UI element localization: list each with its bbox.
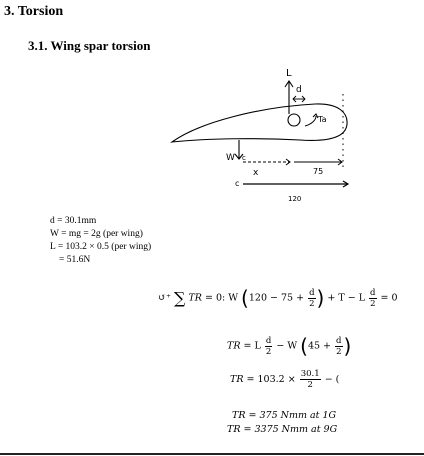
- bottom-divider: [0, 453, 424, 455]
- eq1-part-c: = 0: [380, 292, 398, 304]
- moment-equation: [158, 286, 398, 310]
- chord-label: c: [235, 179, 240, 188]
- section-heading: 3. Torsion: [4, 4, 64, 19]
- eq3-lhs: TR: [230, 374, 244, 385]
- sum-symbol: ∑: [174, 288, 186, 308]
- result-9g: TR = 3375 Nmm at 9G: [227, 424, 338, 435]
- eq3-part-a: = 103.2 ×: [246, 374, 296, 385]
- chord-length-label: 120: [288, 195, 302, 203]
- eq2-lhs: TR: [227, 340, 241, 352]
- torque-label: Ta: [318, 115, 327, 124]
- eq1-part-b: + T − L: [327, 292, 366, 304]
- lift-label: L: [286, 68, 292, 79]
- result-1g: TR = 375 Nmm at 1G: [232, 410, 337, 421]
- eq2-paren-close: ): [343, 334, 352, 358]
- wing-spar-diagram: [150, 62, 370, 207]
- torque-arc: [305, 116, 316, 126]
- cg-label: c: [242, 154, 246, 162]
- torque-equation: [227, 334, 351, 358]
- eq2-part-b: − W: [276, 340, 298, 352]
- given-weight: W = mg = 2g (per wing): [50, 229, 143, 239]
- sum-subject: TR: [188, 292, 202, 304]
- given-d: d = 30.1mm: [50, 216, 97, 226]
- weight-label: W: [226, 153, 235, 163]
- subsection-heading: 3.1. Wing spar torsion: [28, 38, 151, 53]
- eq1-paren-close: ): [316, 286, 325, 310]
- eq1-frac: $\frac{d}{2}$: [309, 287, 315, 309]
- eq2-part-a: = L: [243, 340, 261, 352]
- given-lift-result: = 51.6N: [59, 255, 91, 265]
- eq1-frac2: $\frac{d}{2}$: [370, 287, 376, 309]
- moment-sign: ↺⁺: [158, 292, 171, 304]
- eq3-frac: $\frac{30.1}{2}$: [300, 369, 320, 390]
- eq1-paren-open: (: [241, 286, 249, 310]
- eq1-part-a: = 0: W: [205, 292, 239, 304]
- given-lift: L = 103.2 × 0.5 (per wing): [50, 242, 152, 252]
- eq3-part-b: − (: [324, 374, 340, 385]
- eq1-inner: 120 − 75 +: [248, 292, 305, 304]
- spar-circle: [288, 114, 300, 126]
- substitution-equation: [230, 369, 339, 390]
- eq2-inner: 45 +: [307, 340, 332, 352]
- x-label: x: [253, 168, 259, 178]
- distance-75-label: 75: [313, 167, 324, 176]
- eq2-frac: $\frac{d}{2}$: [265, 335, 272, 357]
- eq2-frac2: $\frac{d}{2}$: [336, 335, 342, 357]
- eq2-paren-open: (: [300, 334, 308, 358]
- d-label: d: [296, 85, 302, 95]
